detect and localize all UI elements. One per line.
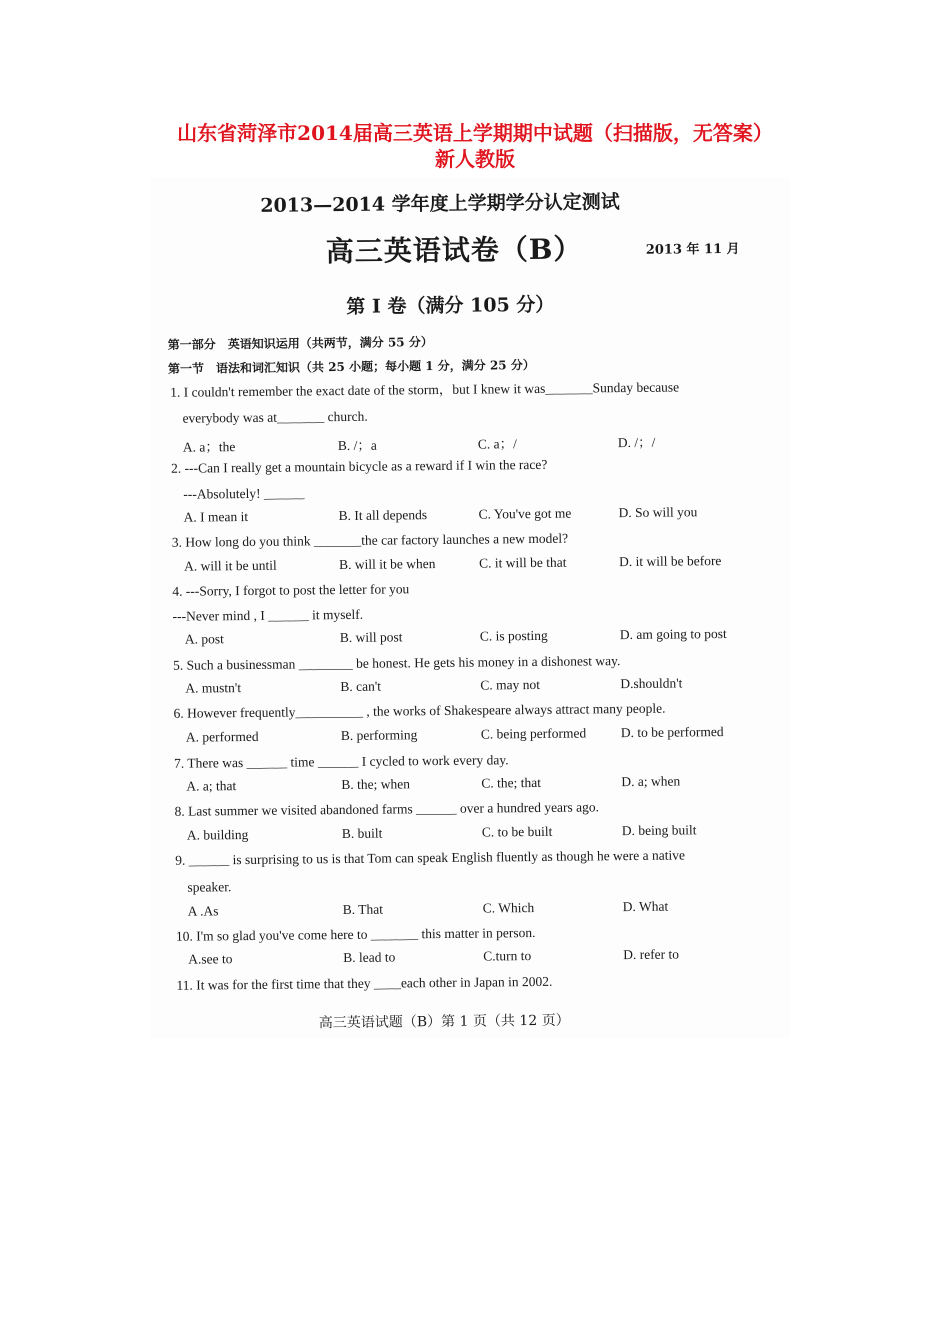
option-c: C. it will be that — [478, 554, 567, 571]
paper-date: 2013 年 11 月 — [645, 241, 740, 258]
question-10 — [176, 921, 776, 945]
option-c: C. being performed — [480, 725, 587, 742]
option-c: C. You've got me — [478, 505, 572, 522]
question-line: 7. There was ______ time ______ I cycled to work every day. — [174, 752, 509, 771]
option-a: A. building — [186, 827, 249, 843]
question-9-options — [188, 898, 768, 924]
option-d: D. to be performed — [620, 724, 724, 741]
option-b: B. performing — [340, 727, 418, 744]
option-c: C. to be built — [481, 823, 553, 840]
option-c: C. Which — [482, 900, 535, 916]
question-line: 5. Such a businessman ________ be honest. He gets his money in a dishonest way. — [173, 653, 621, 673]
option-c: C.turn to — [483, 948, 532, 964]
section-one-heading: 第一节 语法和词汇知识（共 25 小题；每小题 1 分，满分 25 分） — [167, 357, 535, 376]
question-5 — [173, 651, 773, 675]
option-d: D. being built — [621, 822, 697, 839]
option-a: A. performed — [185, 728, 259, 745]
option-a: A. post — [184, 631, 224, 647]
term-title: 2013—2014 学年度上学期学分认定测试 — [260, 191, 620, 217]
question-6 — [174, 698, 774, 722]
question-line: 3. How long do you think _______the car factory launches a new model? — [171, 530, 569, 550]
option-a: A. will it be until — [183, 557, 277, 574]
question-line: 2. ---Can I really get a mountain bicycle as a reward if I win the race? — [170, 456, 548, 476]
option-b: B. lead to — [343, 949, 396, 966]
question-line: speaker. — [187, 879, 232, 895]
option-d: D. /；/ — [617, 434, 656, 451]
option-b: B. built — [341, 825, 383, 842]
question-7 — [174, 748, 774, 772]
option-b: B. will it be when — [338, 556, 436, 573]
option-d: D.shouldn't — [620, 675, 683, 692]
option-c: C. a；/ — [477, 436, 517, 452]
question-3 — [172, 528, 772, 552]
question-line: everybody was at_______ church. — [182, 408, 368, 426]
question-5-options — [185, 675, 765, 701]
option-c: C. may not — [480, 676, 541, 693]
question-11 — [176, 970, 776, 994]
document-title — [0, 120, 950, 172]
option-c: C. the; that — [481, 774, 542, 791]
option-b: B. That — [342, 901, 383, 918]
question-line: 10. I'm so glad you've come here to _______ this matter in person. — [175, 925, 536, 944]
question-4 — [172, 577, 772, 626]
option-d: D. refer to — [623, 946, 680, 963]
question-3-options — [184, 553, 764, 579]
scanned-exam-page — [150, 178, 790, 1038]
question-8 — [175, 796, 775, 820]
option-a: A .As — [187, 903, 219, 919]
option-d: D. So will you — [618, 504, 698, 521]
question-1 — [170, 378, 770, 428]
option-a: A. a; that — [186, 778, 237, 794]
option-b: B. will post — [339, 629, 403, 646]
option-a: A. a；the — [182, 439, 236, 455]
question-line: ---Never mind , I ______ it myself. — [172, 606, 364, 624]
option-d: D. a; when — [621, 773, 681, 790]
question-2 — [171, 454, 771, 504]
question-2-options — [183, 504, 763, 530]
option-b: B. It all depends — [338, 507, 428, 524]
question-7-options — [186, 773, 766, 799]
question-line: 6. However frequently__________ , the works of Shakespeare always attract many people. — [173, 700, 666, 721]
question-6-options — [186, 724, 766, 750]
question-line: 8. Last summer we visited abandoned farms ______ over a hundred years ago. — [174, 799, 600, 819]
document-title-line-1: 山东省菏泽市2014届高三英语上学期期中试题（扫描版，无答案） — [177, 121, 773, 145]
question-line: 9. ______ is surprising to us is that Tom can speak English fluently as though he were a native — [175, 847, 686, 868]
question-1-options — [183, 430, 763, 456]
document-title-line-2: 新人教版 — [435, 147, 515, 171]
option-d: D. What — [622, 898, 669, 915]
option-c: C. is posting — [479, 627, 548, 644]
question-8-options — [187, 822, 767, 848]
option-b: B. the; when — [341, 776, 411, 793]
question-line: 4. ---Sorry, I forgot to post the letter for you — [172, 581, 410, 599]
option-a: A. I mean it — [183, 508, 249, 525]
question-line: 1. I couldn't remember the exact date of the storm，but I knew it was_______Sunday because — [170, 379, 680, 400]
paper-title: 高三英语试卷（B） — [325, 232, 583, 269]
option-d: D. it will be before — [618, 553, 722, 570]
option-b: B. can't — [340, 678, 382, 695]
question-line: 11. It was for the first time that they ____each other in Japan in 2002. — [176, 973, 553, 993]
part-one-heading: 第一部分 英语知识运用（共两节，满分 55 分） — [167, 335, 433, 352]
option-d: D. am going to post — [619, 625, 727, 643]
volume-title: 第 I 卷（满分 105 分） — [346, 293, 555, 318]
question-4-options — [185, 626, 765, 652]
option-b: B. /；a — [337, 437, 377, 454]
page-footer: 高三英语试题（B）第 1 页（共 12 页） — [318, 1012, 570, 1032]
question-line: ---Absolutely! ______ — [183, 485, 305, 502]
question-9 — [175, 845, 775, 896]
option-a: A.see to — [188, 951, 233, 967]
option-a: A. mustn't — [185, 680, 242, 696]
question-10-options — [188, 946, 768, 972]
